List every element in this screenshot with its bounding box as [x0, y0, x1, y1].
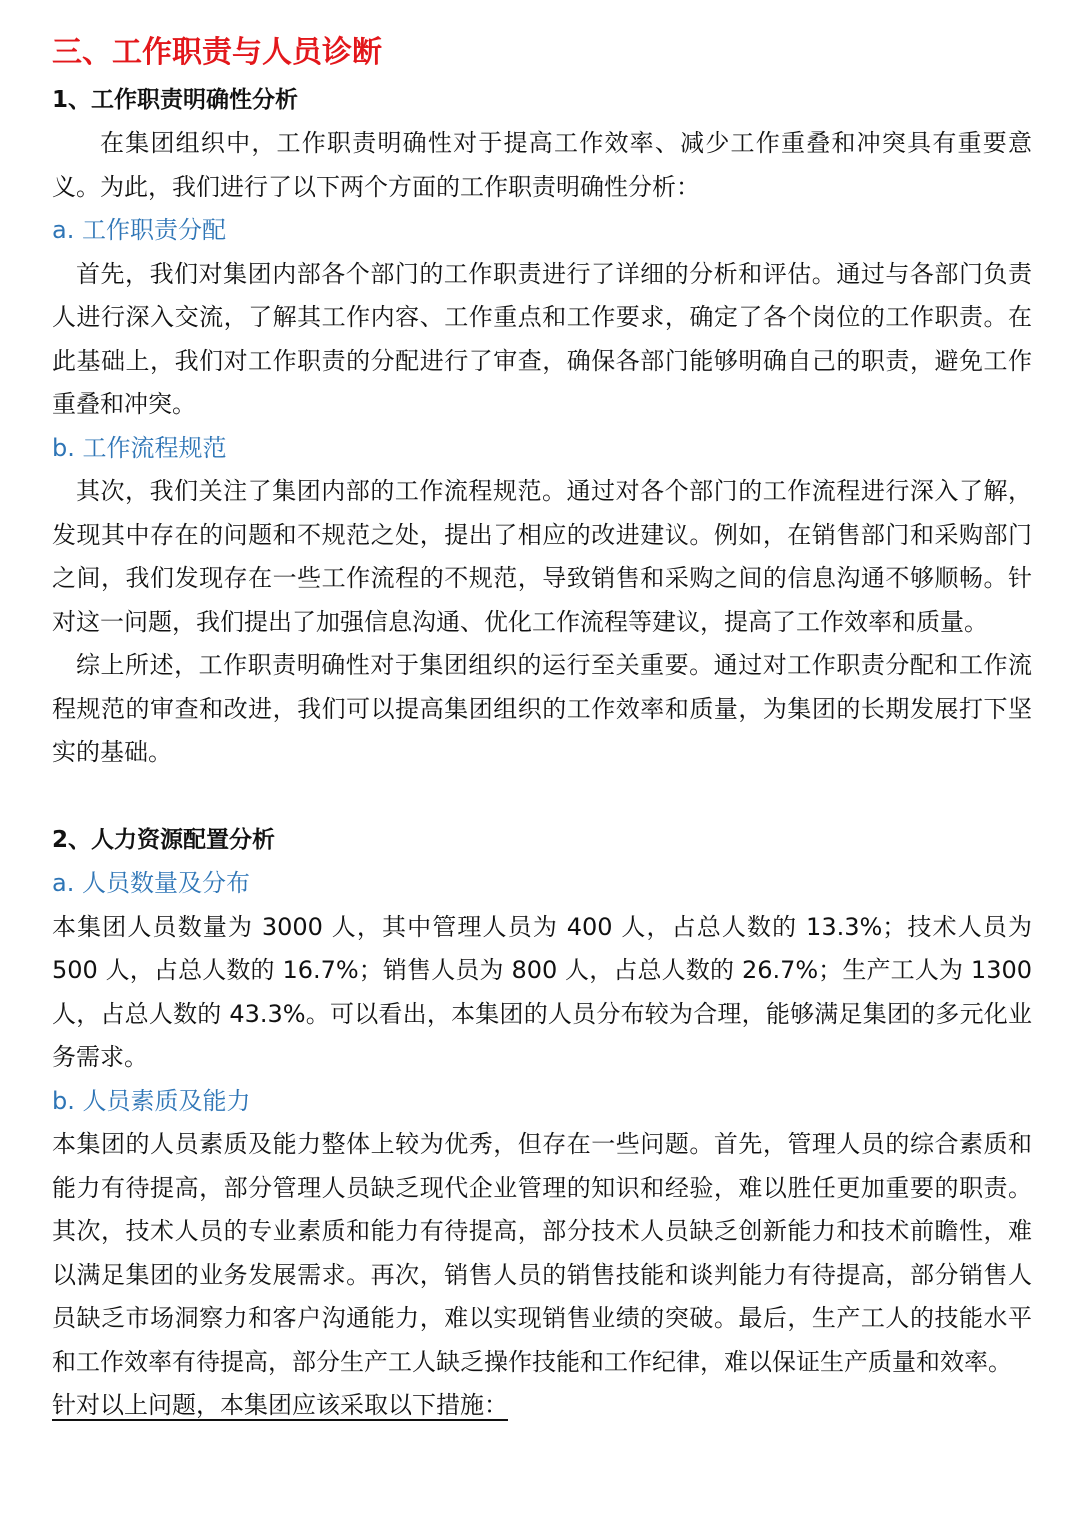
blank-line	[52, 775, 1032, 819]
paragraph-duty-allocation: 首先，我们对集团内部各个部门的工作职责进行了详细的分析和评估。通过与各部门负责人进行深入交流，了解其工作内容、工作重点和工作要求，确定了各个岗位的工作职责。在此基础上，我们对工作职责的分配进行了审查，确保各部门能够明确自己的职责，避免工作重叠和冲突。	[52, 259, 1032, 418]
subheading-workflow-standard: b. 工作流程规范	[52, 433, 227, 462]
paragraph-workflow-standard: 其次，我们关注了集团内部的工作流程规范。通过对各个部门的工作流程进行深入了解，发现其中存在的问题和不规范之处，提出了相应的改进建议。例如，在销售部门和采购部门之间，我们发现存在一些工作流程的不规范，导致销售和采购之间的信息沟通不够顺畅。针对这一问题，我们提出了加强信息沟通、优化工作流程等建议，提高了工作效率和质量。	[52, 477, 1032, 636]
heading-hr-allocation: 2、人力资源配置分析	[52, 827, 276, 853]
paragraph-duty-summary: 综上所述，工作职责明确性对于集团组织的运行至关重要。通过对工作职责分配和工作流程规范的审查和改进，我们可以提高集团组织的工作效率和质量，为集团的长期发展打下坚实的基础。	[52, 651, 1032, 766]
heading-duty-clarity: 1、工作职责明确性分析	[52, 87, 299, 113]
section-title: 三、工作职责与人员诊断	[52, 35, 382, 70]
document-page	[52, 28, 1032, 1428]
subheading-staff-distribution: a. 人员数量及分布	[52, 869, 250, 897]
paragraph-staff-quality: 本集团的人员素质及能力整体上较为优秀，但存在一些问题。首先，管理人员的综合素质和能力有待提高，部分管理人员缺乏现代企业管理的知识和经验，难以胜任更加重要的职责。其次，技术人员的专业素质和能力有待提高，部分技术人员缺乏创新能力和技术前瞻性，难以满足集团的业务发展需求。再次，销售人员的销售技能和谈判能力有待提高，部分销售人员缺乏市场洞察力和客户沟通能力，难以实现销售业绩的突破。最后，生产工人的技能水平和工作效率有待提高，部分生产工人缺乏操作技能和工作纪律，难以保证生产质量和效率。	[52, 1130, 1032, 1376]
paragraph-duty-intro: 在集团组织中，工作职责明确性对于提高工作效率、减少工作重叠和冲突具有重要意义。为此，我们进行了以下两个方面的工作职责明确性分析：	[52, 129, 1032, 201]
paragraph-staff-distribution: 本集团人员数量为 3000 人，其中管理人员为 400 人，占总人数的 13.3%；技术人员为 500 人，占总人数的 16.7%；销售人员为 800 人，占总人数的 26.7%；生产工人为 1300 人，占总人数的 43.3%。可以看出，本集团的人员分布较为合理，能够满足集团的多元化业务需求。	[52, 912, 1032, 1071]
measures-lead-line	[52, 1384, 1032, 1428]
measures-lead-text: 针对以上问题，本集团应该采取以下措施：	[52, 1391, 508, 1419]
subheading-duty-allocation: a. 工作职责分配	[52, 216, 226, 244]
subheading-staff-quality: b. 人员素质及能力	[52, 1086, 251, 1115]
